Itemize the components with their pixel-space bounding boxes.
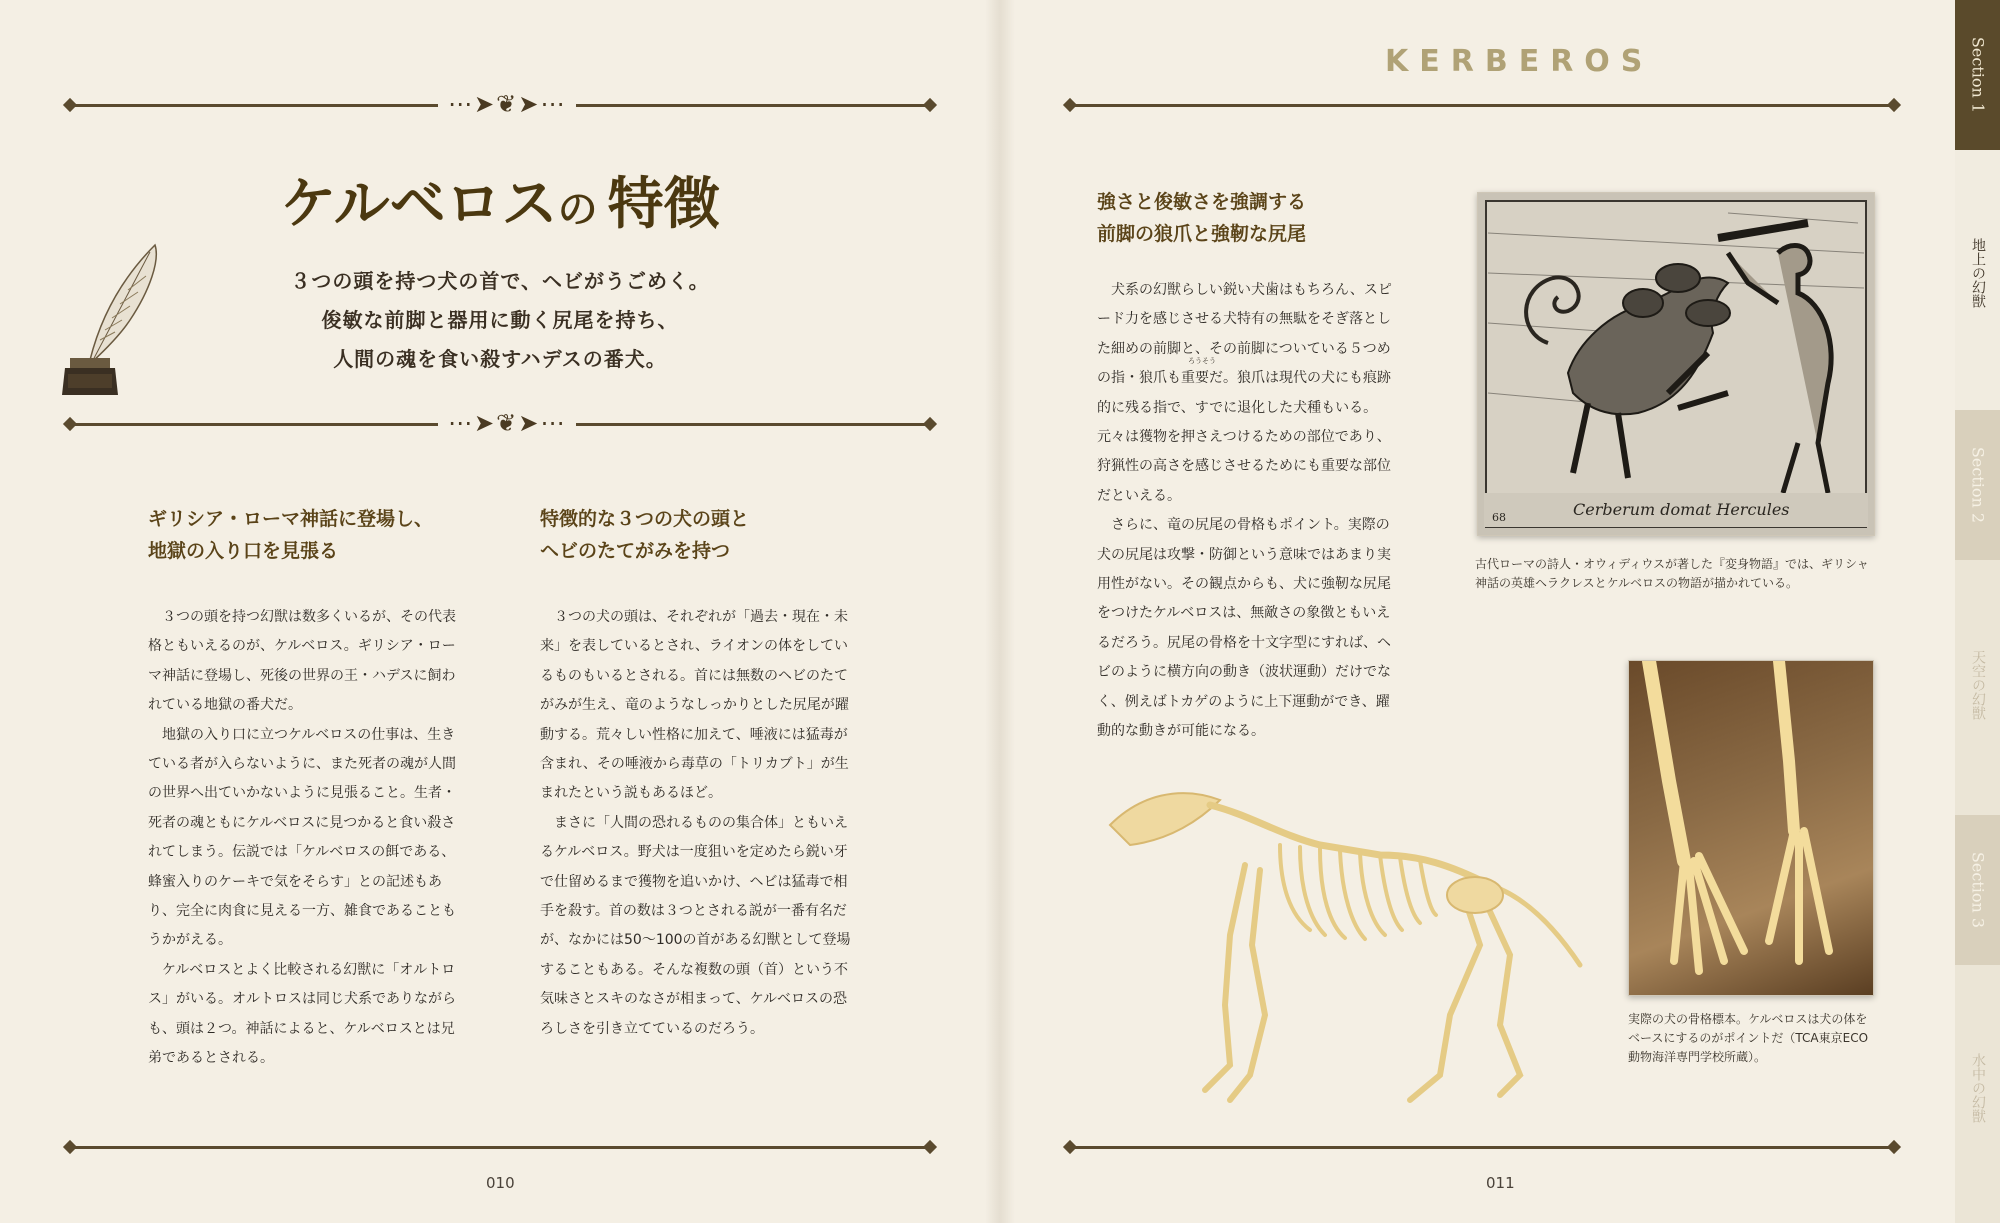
tab-section-3-label: Section 3 [1968,851,1987,929]
engraving-number: 68 [1492,511,1506,524]
title-particle: の [557,187,598,233]
column-3-heading [1097,186,1395,250]
column-2-paragraph: まさに「人間の恐れるものの集合体」ともいえるケルベロス。野犬は一度狙いを定めたら鋭い牙で仕留めるまで獲物を追いかけ、ヘビは猛毒で相手を殺す。首の数は３つとされる説が一番有名だが、なかには50～100の首がある幻獣として登場することもある。そんな複数の頭（首）という不気味さとスキのなさが相まって、ケルベロスの恐ろしさを引き立てているのだろう。 [540,814,851,1037]
tab-section-2-sub[interactable] [1955,560,2000,815]
lead-line: ３つの頭を持つ犬の首で、ヘビがうごめく。 [290,269,710,293]
column-1-paragraph: ケルベロスとよく比較される幻獣に「オルトロス」がいる。オルトロスは同じ犬系でありながらも、頭は２つ。神話によると、ケルベロスとは兄弟であるとされる。 [148,961,456,1067]
engraving-image [1477,192,1875,536]
column-1-paragraph: 地獄の入り口に立つケルベロスの仕事は、生きている者が入らないように、また死者の魂が人間の世界へ出ていかないように見張ること。生者・死者の魂ともにケルベロスに見つかると食い殺されてしまう。伝説では「ケルベロスの餌である、蜂蜜入りのケーキで気をそらす」との記述もあり、完全に肉食に見える一方、雑食であることもうかがえる。 [148,726,456,949]
bottom-rule-right [1070,1146,1894,1149]
section-tabs [1955,0,2000,1223]
tab-section-2[interactable] [1955,410,2000,560]
engraving-inscription: Cerberum domat Hercules [1573,500,1790,519]
column-2-paragraph: ３つの犬の頭は、それぞれが「過去・現在・未来」を表しているとされ、ライオンの体をしているものもいるとされる。首には無数のヘビのたてがみが生え、竜のようなしっかりとした尻尾が躍動する。荒々しい性格に加えて、唾液には猛毒が含まれ、その唾液から毒草の「トリカブト」が生まれたという説もあるほど。 [540,609,849,802]
tab-section-3[interactable] [1955,815,2000,965]
column-3-paragraph: 犬系の幻獣らしい鋭い犬歯はもちろん、スピード力を感じさせる犬特有の無駄をそぎ落とした細めの前脚と、その前脚についている５つめの指・狼爪も重要だ。狼爪は現代の犬にも痕跡的に残る指で、すでに退化した犬種もいる。元々は獲物を押さえつけるための部位であり、狩猟性の高さを感じさせるためにも重要な部位だといえる。 [1097,282,1392,504]
heading-line: 地獄の入り口を見張る [148,540,339,562]
heading-line: 前脚の狼爪と強靭な尻尾 [1097,223,1307,245]
tab-section-2-label: Section 2 [1968,446,1987,524]
bottom-rule-left [70,1146,930,1149]
top-rule-right [1070,104,1894,107]
quill-ink-icon [60,240,170,400]
paw-drawing [1629,661,1873,995]
heading-line: ヘビのたてがみを持つ [540,540,731,562]
heading-line: 特徴的な３つの犬の頭と [540,508,750,530]
column-2 [540,503,854,1044]
lead-line: 俊敏な前脚と器用に動く尻尾を持ち、 [321,308,679,332]
engraving-drawing [1478,193,1874,535]
column-3 [1097,186,1395,747]
column-2-heading [540,503,854,567]
column-1-heading [148,503,462,567]
column-3-paragraph: さらに、竜の尻尾の骨格もポイント。実際の犬の尻尾は攻撃・防御という意味ではあまり実用性がない。その観点からも、犬に強靭な尻尾をつけたケルベロスは、無敵さの象徴ともいえるだろう。尻尾の骨格を十文字型にすれば、ヘビのように横方向の動き（波状運動）だけでなく、例えばトカゲのように上下運動ができ、躍動的な動きが可能になる。 [1097,517,1391,740]
title-tail: 特徴 [607,172,720,237]
paw-caption: 実際の犬の骨格標本。ケルベロスは犬の体をベースにするのがポイントだ（TCA東京ECO動物海洋専門学校所蔵）。 [1628,1012,1869,1064]
tab-section-1-label: Section 1 [1968,36,1987,114]
title-main: ケルベロス [280,172,558,237]
heading-line: ギリシア・ローマ神話に登場し、 [148,508,434,530]
engraving-caption: 古代ローマの詩人・オウィディウスが著した『変身物語』では、ギリシャ神話の英雄ヘラクレスとケルベロスの物語が描かれている。 [1475,557,1869,590]
ruby-annotation: ろうそう [1188,357,1216,365]
heading-line: 強さと俊敏さを強調する [1097,191,1307,213]
ornament-mid-left: ⋯➤❦➤⋯ [438,409,576,437]
dog-skeleton-image [1080,745,1600,1115]
tab-section-3-sub[interactable] [1955,965,2000,1223]
running-head: KERBEROS [1385,44,1654,79]
tab-section-1-sub[interactable] [1955,150,2000,410]
tab-section-2-sub-label: 天空の幻獣 [1970,650,1986,720]
column-1-paragraph: ３つの頭を持つ幻獣は数多くいるが、その代表格ともいえるのが、ケルベロス。ギリシア・ローマ神話に登場し、死後の世界の王・ハデスに飼われている地獄の番犬だ。 [148,609,456,714]
column-1 [148,503,462,1074]
lead-line: 人間の魂を食い殺すハデスの番犬。 [333,347,667,371]
lead-text [250,262,750,379]
ornament-top-left: ⋯➤❦➤⋯ [438,90,576,118]
page-number-left: 010 [486,1174,515,1192]
paw-skeleton-photo [1628,660,1874,996]
tab-section-1-sub-label: 地上の幻獣 [1970,238,1986,308]
tab-section-1[interactable] [1955,0,2000,150]
page-title [220,160,780,240]
gutter [985,0,1015,1223]
tab-section-3-sub-label: 水中の幻獣 [1970,1053,1986,1123]
page-number-right: 011 [1486,1174,1515,1192]
